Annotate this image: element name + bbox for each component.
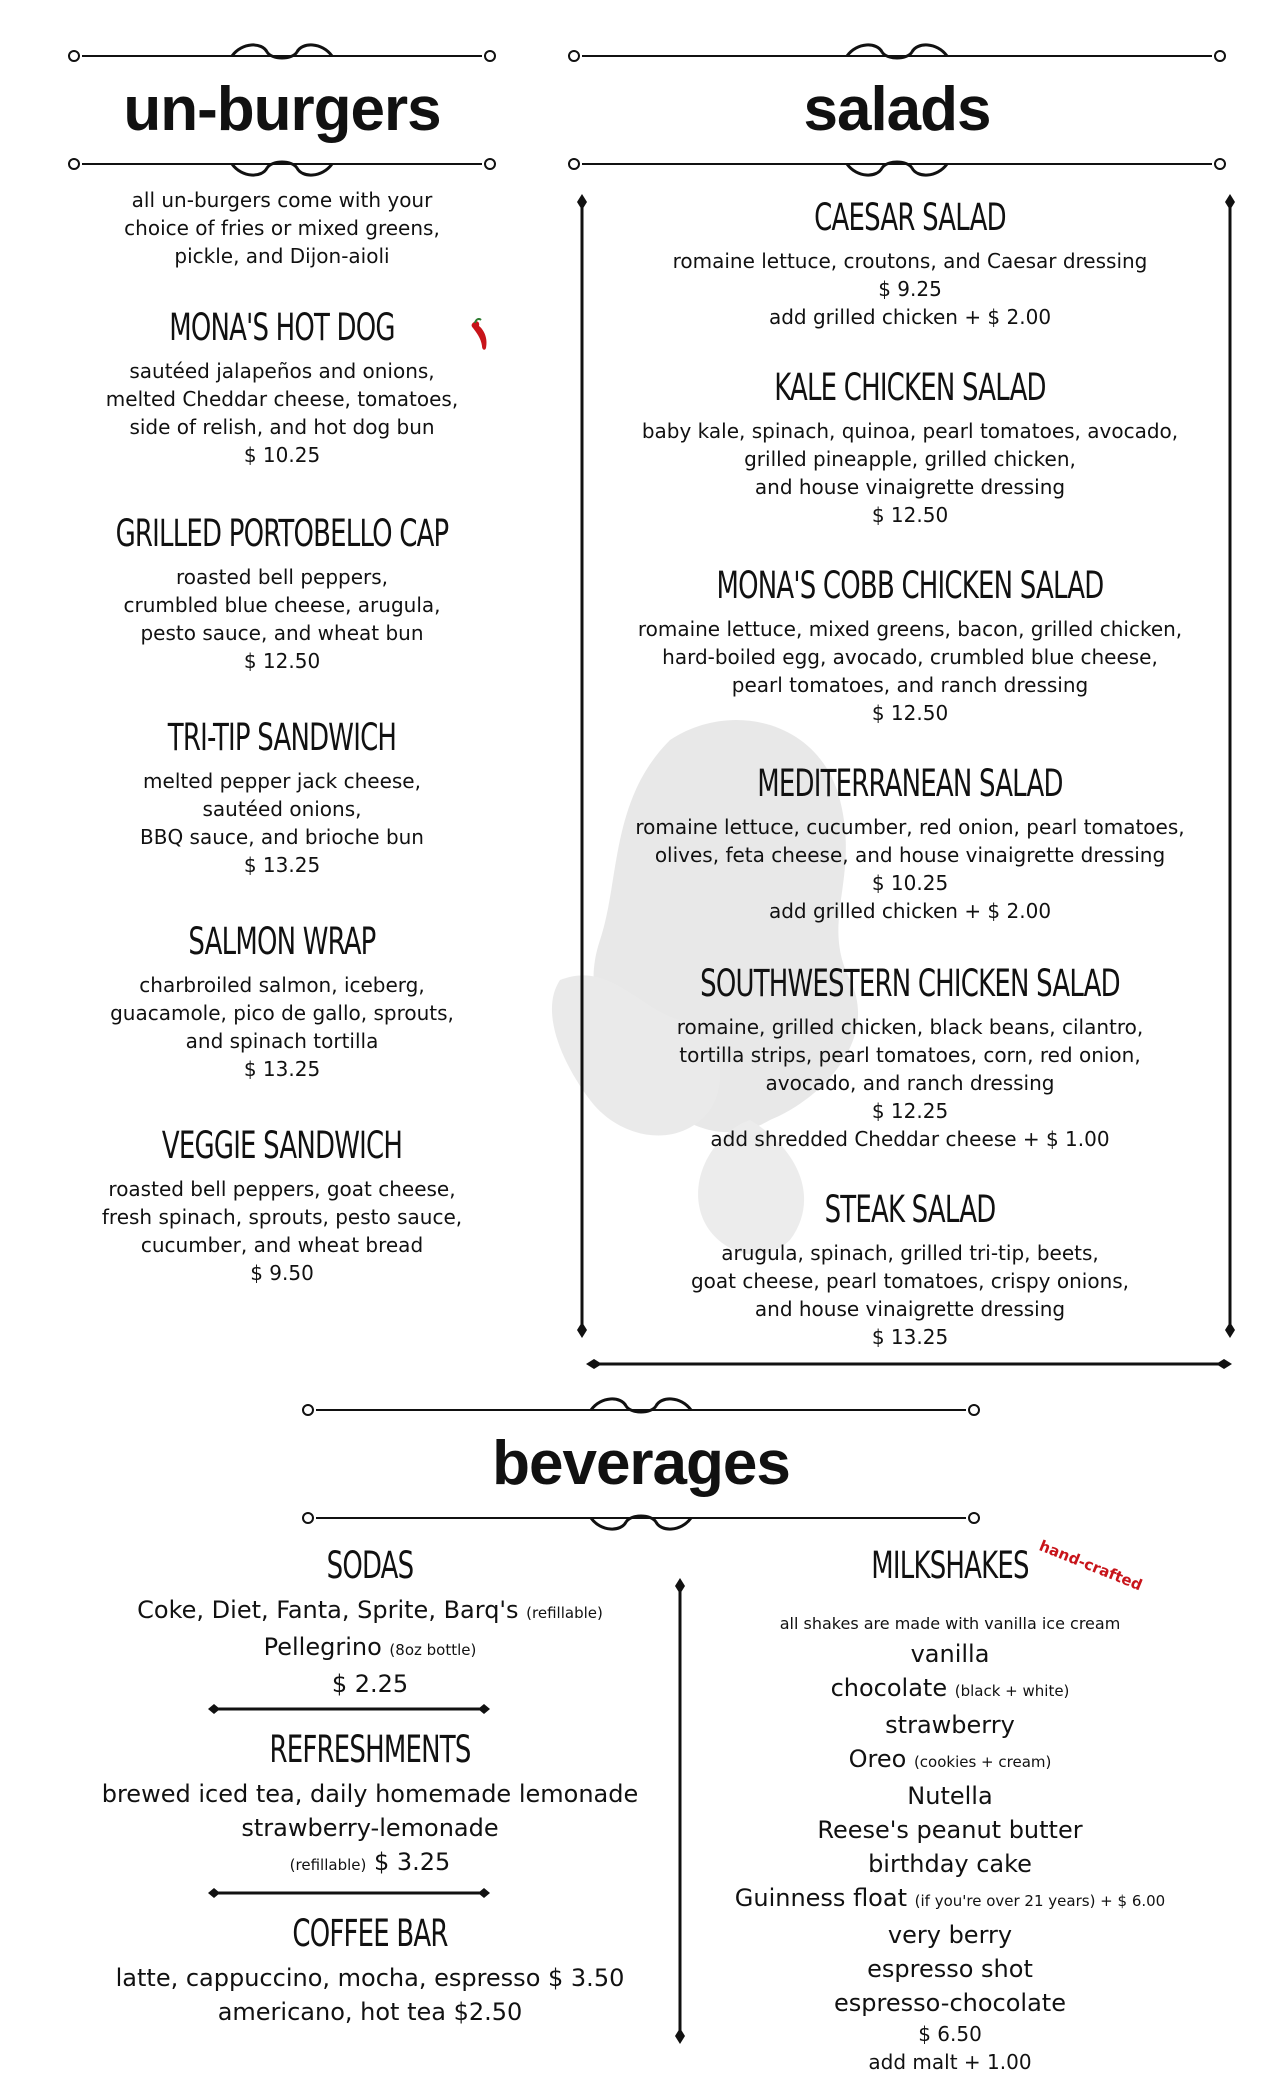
item-desc-line: and house vinaigrette dressing: [754, 1297, 1066, 1321]
item-name: SODAS: [326, 1544, 414, 1587]
item-name: MEDITERRANEAN SALAD: [757, 762, 1063, 805]
refreshments-line: strawberry-lemonade: [241, 1814, 499, 1842]
salads-title: salads: [803, 75, 991, 144]
divider-line: [206, 1886, 492, 1900]
flavor-name: Oreo: [848, 1745, 907, 1773]
item-price: $ 3.50: [548, 1964, 625, 1992]
item-price: $ 13.25: [871, 1325, 949, 1349]
beverage-sodas: [80, 1544, 660, 1701]
item-desc-line: sautéed jalapeños and onions,: [129, 359, 435, 383]
milkshakes-intro: all shakes are made with vanilla ice cream: [779, 1614, 1121, 1633]
item-desc-line: melted pepper jack cheese,: [143, 769, 421, 793]
item-desc-line: pesto sauce, and wheat bun: [140, 621, 424, 645]
sodas-line: Pellegrino: [263, 1633, 382, 1661]
flavor-note: (if you're over 21 years) + $ 6.00: [914, 1892, 1166, 1910]
scroll-divider-top-right: [562, 38, 1232, 70]
item-desc-line: crumbled blue cheese, arugula,: [123, 593, 441, 617]
item-extra: add grilled chicken + $ 2.00: [768, 305, 1052, 329]
scroll-divider-above-beverages: [296, 1392, 986, 1424]
flavor-name: vanilla: [910, 1640, 990, 1668]
beverages-title: beverages: [492, 1429, 790, 1498]
scroll-divider-under-salads: [562, 150, 1232, 182]
flavor-note: (cookies + cream): [913, 1753, 1052, 1771]
item-desc-line: cucumber, and wheat bread: [140, 1233, 424, 1257]
item-desc-line: hard-boiled egg, avocado, crumbled blue cheese,: [662, 645, 1158, 669]
item-name: REFRESHMENTS: [269, 1728, 471, 1771]
item-price: $ 12.50: [871, 701, 949, 725]
menu-item-cobb-chicken-salad: [590, 564, 1230, 727]
item-desc-line: melted Cheddar cheese, tomatoes,: [105, 387, 459, 411]
item-desc-line: roasted bell peppers, goat cheese,: [108, 1177, 456, 1201]
item-desc-line: arugula, spinach, grilled tri-tip, beets,: [721, 1241, 1099, 1265]
item-desc-line: and house vinaigrette dressing: [754, 475, 1066, 499]
item-name: GRILLED PORTOBELLO CAP: [115, 512, 449, 555]
sodas-line: Coke, Diet, Fanta, Sprite, Barq's: [137, 1596, 519, 1624]
item-price: $ 12.50: [243, 649, 321, 673]
item-name: STEAK SALAD: [824, 1188, 996, 1231]
item-desc-line: grilled pineapple, grilled chicken,: [744, 447, 1076, 471]
refreshments-note: (refillable): [289, 1856, 367, 1874]
sodas-note: (8oz bottle): [389, 1641, 477, 1659]
item-desc-line: side of relish, and hot dog bun: [129, 415, 435, 439]
menu-item-southwestern-chicken-salad: [590, 962, 1230, 1153]
scroll-divider-top-left: [62, 38, 502, 70]
item-price: $ 13.25: [243, 1057, 321, 1081]
flavor-name: espresso-chocolate: [834, 1989, 1066, 2017]
beverage-coffee-bar: [80, 1912, 660, 2029]
item-desc-line: sautéed onions,: [202, 797, 362, 821]
item-desc-line: romaine lettuce, cucumber, red onion, pearl tomatoes,: [635, 815, 1185, 839]
item-price: $ 3.25: [373, 1848, 451, 1876]
item-name: CAESAR SALAD: [814, 196, 1006, 239]
hand-crafted-badge: hand-crafted: [1036, 1536, 1145, 1595]
item-price: $ 12.50: [871, 503, 949, 527]
item-name: KALE CHICKEN SALAD: [774, 366, 1046, 409]
flavor-name: espresso shot: [867, 1955, 1033, 1983]
menu-item-portobello: [62, 512, 502, 675]
menu-item-tri-tip: [62, 716, 502, 879]
beverage-column-divider: [672, 1576, 688, 2046]
scroll-divider-under-beverages: [296, 1504, 986, 1536]
menu-item-steak-salad: [590, 1188, 1230, 1351]
beverage-milkshakes: [700, 1544, 1200, 2076]
item-desc-line: romaine lettuce, croutons, and Caesar dressing: [672, 249, 1148, 273]
item-extra: add shredded Cheddar cheese + $ 1.00: [710, 1127, 1110, 1151]
divider-line: [206, 1702, 492, 1716]
item-price: $ 6.50: [918, 2022, 982, 2046]
unburgers-intro: [62, 186, 502, 270]
coffee-line: americano, hot tea: [217, 1998, 446, 2026]
item-desc-line: fresh spinach, sprouts, pesto sauce,: [101, 1205, 463, 1229]
scroll-divider-under-unburgers: [62, 150, 502, 182]
item-name: MONA'S COBB CHICKEN SALAD: [716, 564, 1104, 607]
flavor-name: birthday cake: [868, 1850, 1032, 1878]
chili-pepper-icon: [468, 318, 494, 352]
item-name: SALMON WRAP: [188, 920, 376, 963]
item-desc-line: guacamole, pico de gallo, sprouts,: [110, 1001, 454, 1025]
item-desc-line: romaine lettuce, mixed greens, bacon, grilled chicken,: [637, 617, 1183, 641]
item-desc-line: pearl tomatoes, and ranch dressing: [731, 673, 1089, 697]
flavor-name: Nutella: [907, 1782, 993, 1810]
item-price: $ 2.25: [331, 1670, 409, 1698]
item-price: $ 9.50: [250, 1261, 314, 1285]
item-desc-line: charbroiled salmon, iceberg,: [139, 973, 425, 997]
menu-item-salmon-wrap: [62, 920, 502, 1083]
item-price: $2.50: [453, 1998, 523, 2026]
intro-line: pickle, and Dijon-aioli: [174, 244, 390, 268]
flavor-name: very berry: [887, 1921, 1013, 1949]
item-extra: add malt + 1.00: [868, 2050, 1032, 2074]
item-extra: add grilled chicken + $ 2.00: [768, 899, 1052, 923]
menu-item-hot-dog: [62, 306, 502, 469]
item-desc-line: tortilla strips, pearl tomatoes, corn, red onion,: [679, 1043, 1141, 1067]
item-desc-line: avocado, and ranch dressing: [765, 1071, 1055, 1095]
item-desc-line: and spinach tortilla: [185, 1029, 379, 1053]
flavor-name: Reese's peanut butter: [817, 1816, 1083, 1844]
menu-item-kale-chicken-salad: [590, 366, 1230, 529]
flavor-name: chocolate: [830, 1674, 948, 1702]
item-desc-line: roasted bell peppers,: [175, 565, 389, 589]
item-desc-line: olives, feta cheese, and house vinaigrette dressing: [654, 843, 1166, 867]
item-name: VEGGIE SANDWICH: [161, 1124, 403, 1167]
coffee-line: latte, cappuccino, mocha, espresso: [115, 1964, 541, 1992]
intro-line: all un-burgers come with your: [131, 188, 433, 212]
item-name: MILKSHAKES: [871, 1544, 1029, 1587]
intro-line: choice of fries or mixed greens,: [124, 216, 440, 240]
item-desc-line: romaine, grilled chicken, black beans, cilantro,: [676, 1015, 1144, 1039]
item-name: MONA'S HOT DOG: [169, 306, 395, 349]
item-price: $ 10.25: [243, 443, 321, 467]
item-price: $ 12.25: [871, 1099, 949, 1123]
item-price: $ 13.25: [243, 853, 321, 877]
item-desc-line: BBQ sauce, and brioche bun: [140, 825, 424, 849]
item-name: TRI-TIP SANDWICH: [167, 716, 397, 759]
item-price: $ 10.25: [871, 871, 949, 895]
item-price: $ 9.25: [878, 277, 942, 301]
flavor-note: (black + white): [954, 1682, 1070, 1700]
item-name: COFFEE BAR: [292, 1912, 448, 1955]
menu-item-caesar-salad: [590, 196, 1230, 331]
beverage-refreshments: [80, 1728, 660, 1882]
flavor-name: strawberry: [885, 1711, 1015, 1739]
flavor-name: Guinness float: [734, 1884, 907, 1912]
menu-item-mediterranean-salad: [590, 762, 1230, 925]
refreshments-line: brewed iced tea, daily homemade lemonade: [101, 1780, 639, 1808]
menu-item-veggie-sandwich: [62, 1124, 502, 1287]
item-desc-line: goat cheese, pearl tomatoes, crispy onions,: [690, 1269, 1130, 1293]
unburgers-title: un-burgers: [123, 75, 441, 144]
sodas-note: (refillable): [526, 1604, 603, 1622]
item-name: SOUTHWESTERN CHICKEN SALAD: [700, 962, 1120, 1005]
item-desc-line: baby kale, spinach, quinoa, pearl tomatoes, avocado,: [641, 419, 1179, 443]
